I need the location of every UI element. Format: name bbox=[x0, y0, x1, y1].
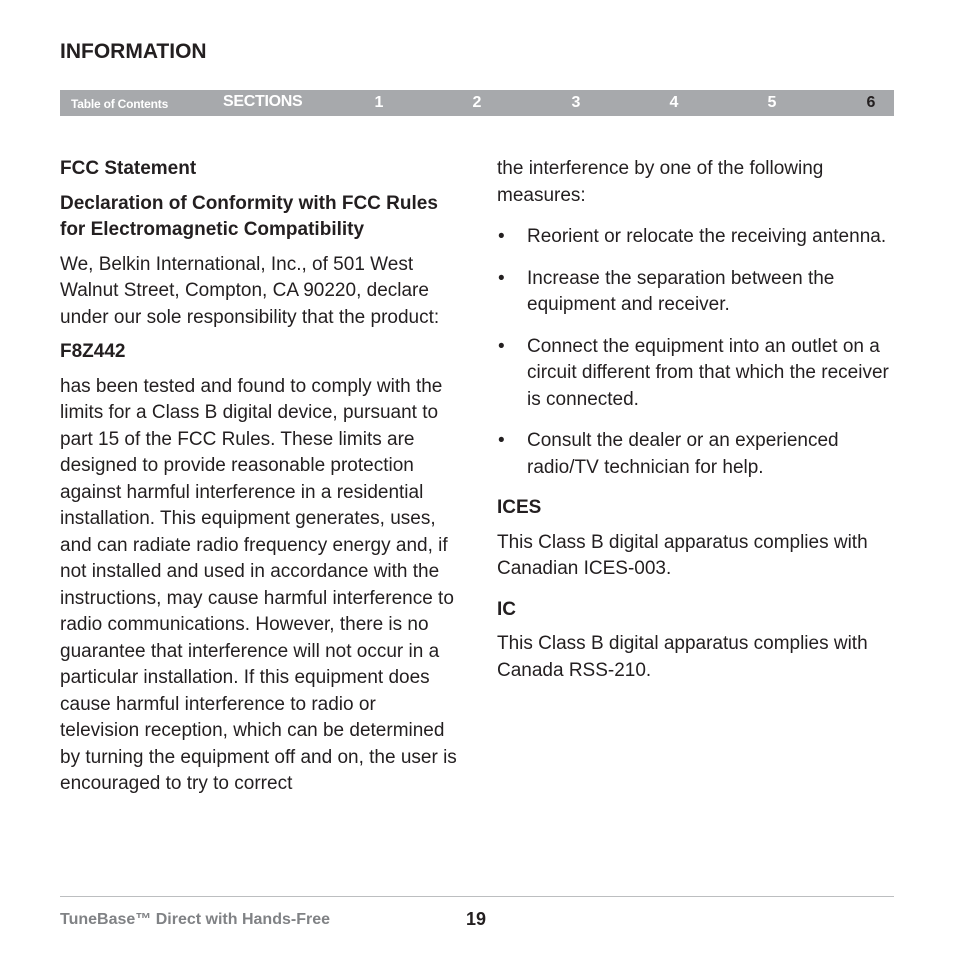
left-column bbox=[60, 156, 460, 798]
declaration-intro: We, Belkin International, Inc., of 501 West Walnut Street, Compton, CA 90220, declare under our sole responsibility that the product: bbox=[60, 253, 440, 328]
list-item bbox=[497, 334, 897, 414]
measures-list bbox=[497, 224, 897, 481]
section-link-1[interactable]: 1 bbox=[374, 94, 384, 111]
section-link-4[interactable]: 4 bbox=[669, 94, 679, 111]
ices-text: This Class B digital apparatus complies with Canadian ICES-003. bbox=[497, 531, 868, 579]
section-navbar bbox=[60, 90, 894, 116]
ic-heading: IC bbox=[497, 598, 516, 620]
bullet-icon: • bbox=[498, 430, 505, 451]
table-of-contents-link[interactable]: Table of Contents bbox=[71, 97, 169, 111]
list-item bbox=[497, 266, 897, 319]
sections-label: SECTIONS bbox=[223, 93, 303, 110]
footer-product-name: TuneBase™ Direct with Hands-Free bbox=[60, 911, 330, 928]
ic-text: This Class B digital apparatus complies with Canada RSS-210. bbox=[497, 633, 868, 681]
page-number: 19 bbox=[466, 909, 487, 929]
page-title: INFORMATION bbox=[60, 40, 207, 63]
fcc-body-text: has been tested and found to comply with the limits for a Class B digital device, pursuant to part 15 of the FCC Rules. These limits are designed to provide reasonable protection against harmful interference in a residential installation. This equipment generates, uses, and can radiate radio frequency energy and, if not installed and used in accordance with the instructions, may cause harmful interference to radio communications. However, there is no guarantee that interference will not occur in a particular installation. If this equipment does cause harmful interference to radio or television reception, which can be determined by turning the equipment off and on, the user is encouraged to try to correct bbox=[60, 375, 457, 794]
bullet-icon: • bbox=[498, 335, 505, 357]
list-item-text: Connect the equipment into an outlet on a circuit different from that which the receiver is connected. bbox=[527, 335, 889, 410]
list-item-text: Consult the dealer or an experienced radio/TV technician for help. bbox=[527, 430, 839, 478]
section-link-3[interactable]: 3 bbox=[571, 94, 581, 111]
right-column bbox=[497, 156, 897, 684]
bullet-icon: • bbox=[498, 267, 505, 289]
section-link-2[interactable]: 2 bbox=[472, 94, 482, 111]
list-item bbox=[497, 428, 897, 481]
list-item bbox=[497, 224, 897, 251]
section-link-5[interactable]: 5 bbox=[767, 94, 777, 111]
footer-divider bbox=[60, 896, 894, 897]
bullet-icon: • bbox=[498, 226, 505, 247]
model-number: F8Z442 bbox=[60, 341, 126, 362]
ices-heading: ICES bbox=[497, 497, 542, 518]
declaration-heading: Declaration of Conformity with FCC Rules for Electromagnetic Compatibility bbox=[60, 192, 438, 240]
section-link-6-active[interactable]: 6 bbox=[866, 94, 876, 111]
fcc-statement-heading: FCC Statement bbox=[60, 158, 197, 179]
continuation-text: the interference by one of the following measures: bbox=[497, 158, 824, 206]
list-item-text: Reorient or relocate the receiving antenna. bbox=[527, 226, 887, 247]
list-item-text: Increase the separation between the equipment and receiver. bbox=[527, 267, 835, 315]
